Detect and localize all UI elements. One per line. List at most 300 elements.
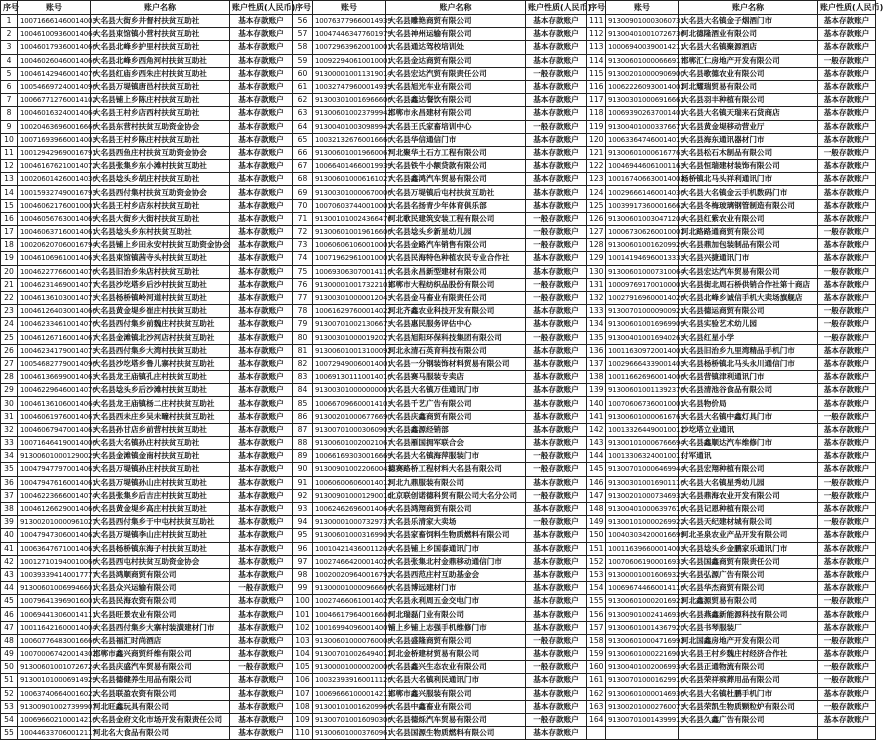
cell-no: 121 <box>587 146 606 159</box>
cell-name: 大名县北峰乡西角河村扶贫互助社 <box>91 54 230 67</box>
table-row <box>293 516 587 529</box>
cell-name: 大名县鸿顺商贸有限公司 <box>91 568 230 581</box>
cell-name: 大名县永昌新型建材有限公司 <box>386 265 526 278</box>
table-row <box>293 555 587 568</box>
cell-type: 基本存款账户 <box>526 265 587 278</box>
cell-name: 大名县埝头乡后沙滩村扶贫互助社 <box>91 384 230 397</box>
cell-no: 83 <box>293 371 313 384</box>
table-row <box>587 634 876 647</box>
cell-type: 基本存款账户 <box>818 437 876 450</box>
cell-account: 100460163240014064 <box>18 107 91 120</box>
cell-type: 基本存款账户 <box>526 80 587 93</box>
cell-account: 913006010001290029 <box>18 450 91 463</box>
table-row <box>587 542 876 555</box>
cell-no: 45 <box>1 595 18 608</box>
table-row <box>1 278 293 291</box>
cell-type: 基本存款账户 <box>526 15 587 28</box>
cell-account: 913000010000020006 <box>313 661 386 674</box>
table-row <box>1 450 293 463</box>
cell-account: 913006010010726724 <box>18 661 91 674</box>
cell-account: 913004010010726736 <box>606 28 679 41</box>
cell-no: 71 <box>293 212 313 225</box>
table-row <box>587 648 876 661</box>
cell-no: 56 <box>293 15 313 28</box>
table-row <box>293 252 587 265</box>
cell-name: 大名县大名镇孙庄村扶贫互助社 <box>91 437 230 450</box>
cell-type: 基本存款账户 <box>526 384 587 397</box>
table-row <box>293 173 587 186</box>
cell-name: 大名县万堤镇唐邑村扶贫互助社 <box>91 80 230 93</box>
cell-no: 125 <box>587 199 606 212</box>
cell-account: 100461267160014067 <box>18 331 91 344</box>
cell-account: 100719629610010001 <box>313 252 386 265</box>
cell-name: 大名县红庙乡西朱庄村扶贫互助社 <box>91 67 230 80</box>
cell-no: 23 <box>1 305 18 318</box>
cell-no: 148 <box>587 502 606 515</box>
cell-name: 邯郸汇仁房地产开发有限公司 <box>679 54 818 67</box>
cell-account: 100461069610014063 <box>18 252 91 265</box>
cell-account: 913002010007346932 <box>606 489 679 502</box>
cell-account: 100460260460014066 <box>18 54 91 67</box>
cell-account: 100399173600016662 <box>606 199 679 212</box>
cell-account: 100462236660014074 <box>18 489 91 502</box>
cell-name: 大名县物价局 <box>679 397 818 410</box>
cell-no: 162 <box>587 687 606 700</box>
cell-type: 基本存款账户 <box>526 437 587 450</box>
table-row <box>293 410 587 423</box>
cell-type: 一般存款账户 <box>526 516 587 529</box>
cell-no: 63 <box>293 107 313 120</box>
cell-account: 913006010069946601 <box>18 582 91 595</box>
cell-type: 基本存款账户 <box>230 542 293 555</box>
cell-name: 大名县庆盛汽车贸易有限公司 <box>91 661 230 674</box>
cell-no: 2 <box>1 28 18 41</box>
cell-account: 100206014260014036 <box>18 173 91 186</box>
cell-type: 一般存款账户 <box>526 239 587 252</box>
table-row <box>1 265 293 278</box>
table-row <box>587 582 876 595</box>
cell-name: 大名县海东通讯器材门市 <box>679 133 818 146</box>
cell-name: 大名县永利周五金交电门市 <box>386 595 526 608</box>
table-row <box>587 621 876 634</box>
cell-account: 100104214360011204 <box>313 542 386 555</box>
cell-name: 邯郸市鑫兴商贸纤维有限公司 <box>91 648 230 661</box>
cell-no: 164 <box>587 713 606 726</box>
table-row <box>293 54 587 67</box>
cell-account: 100696602100014216 <box>18 713 91 726</box>
table-row <box>587 357 876 370</box>
cell-type: 一般存款账户 <box>818 700 876 713</box>
table-row <box>1 318 293 331</box>
cell-name: 大名县大名镇金云手机数码门市 <box>679 186 818 199</box>
cell-no: 147 <box>587 489 606 502</box>
cell-account: 100296661460014036 <box>606 186 679 199</box>
cell-no: 115 <box>587 67 606 80</box>
cell-account: 100067306260010001 <box>606 226 679 239</box>
cell-type: 基本存款账户 <box>230 107 293 120</box>
table-row <box>293 28 587 41</box>
cell-name: 大名县民海特色种植农民专业合作社 <box>386 252 526 265</box>
cell-no: 73 <box>293 239 313 252</box>
cell-name: 大名县束馆镇茜寺头村扶贫互助社 <box>91 252 230 265</box>
cell-type: 基本存款账户 <box>526 700 587 713</box>
cell-type: 基本存款账户 <box>230 608 293 621</box>
cell-name: 大名县铺上乡陈庄村扶贫互助社 <box>91 94 230 107</box>
cell-type: 基本存款账户 <box>230 226 293 239</box>
table-row <box>1 15 293 28</box>
cell-name: 大名县大名镇海萍服装门市 <box>386 450 526 463</box>
cell-name: 大名县张集乡东小滩村扶贫互助社 <box>91 160 230 173</box>
table-row <box>293 226 587 239</box>
cell-type: 基本存款账户 <box>230 595 293 608</box>
cell-account: 913000010017322103 <box>313 278 386 291</box>
cell-type: 基本存款账户 <box>818 582 876 595</box>
cell-type: 基本存款账户 <box>230 278 293 291</box>
table-row <box>1 700 293 713</box>
cell-account: 100116396600014003 <box>606 542 679 555</box>
cell-account: 100633647460014019 <box>606 133 679 146</box>
cell-no: 127 <box>587 226 606 239</box>
cell-type: 基本存款账户 <box>818 94 876 107</box>
cell-name: 大名县铺上乡国泰通讯门市 <box>386 542 526 555</box>
table-row <box>1 674 293 687</box>
cell-name: 大名县大街乡井督村扶贫互助社 <box>91 15 230 28</box>
cell-name: 河北圣泉农业产品开发有限公司 <box>679 529 818 542</box>
table-row <box>587 423 876 436</box>
cell-no: 94 <box>293 516 313 529</box>
cell-type: 基本存款账户 <box>818 107 876 120</box>
cell-account: 100622260930014001 <box>606 80 679 93</box>
cell-name: 大名县名扬青少年体育俱乐部 <box>386 199 526 212</box>
cell-account: 100479477970014063 <box>18 463 91 476</box>
cell-name: 大名县正通物流有限公司 <box>679 661 818 674</box>
cell-no: 130 <box>587 265 606 278</box>
cell-no: 61 <box>293 80 313 93</box>
cell-account: 100274664200014026 <box>313 555 386 568</box>
table-row <box>1 661 293 674</box>
cell-account: 100796413969016001 <box>18 595 91 608</box>
cell-name: 大名县杨桥镇东海子村扶贫互助社 <box>91 542 230 555</box>
cell-name: 大名县弘源广告有限公司 <box>679 568 818 581</box>
cell-no: 105 <box>293 661 313 674</box>
table-row <box>293 186 587 199</box>
cell-account: 100667096600014103 <box>313 397 386 410</box>
cell-account: 913001010016209966 <box>313 700 386 713</box>
table-row <box>587 15 876 28</box>
cell-type: 基本存款账户 <box>818 278 876 291</box>
cell-type: 一般存款账户 <box>526 634 587 647</box>
cell-type: 基本存款账户 <box>526 529 587 542</box>
cell-name: 大名县记恩种植有限公司 <box>679 502 818 515</box>
table-row <box>587 252 876 265</box>
cell-name: 大名县大名镇中鑫灯具门市 <box>679 410 818 423</box>
cell-account: 100469446061001163 <box>606 160 679 173</box>
cell-name: 杨桥镇北马头祥利通讯门市 <box>679 173 818 186</box>
cell-no: 134 <box>587 318 606 331</box>
cell-type: 一般存款账户 <box>526 450 587 463</box>
table-row <box>293 305 587 318</box>
table-row <box>1 568 293 581</box>
cell-type: 基本存款账户 <box>230 713 293 726</box>
cell-no: 114 <box>587 54 606 67</box>
cell-no: 59 <box>293 54 313 67</box>
cell-no: 6 <box>1 80 18 93</box>
cell-type: 基本存款账户 <box>818 160 876 173</box>
cell-type: 基本存款账户 <box>230 80 293 93</box>
cell-type: 基本存款账户 <box>230 344 293 357</box>
cell-name: 大名县雁国拥军联合会 <box>386 437 526 450</box>
cell-name: 大名县西屯村扶贫互助资金协会 <box>91 555 230 568</box>
cell-type: 基本存款账户 <box>526 727 587 740</box>
cell-type: 基本存款账户 <box>818 173 876 186</box>
cell-type: 基本存款账户 <box>230 687 293 700</box>
cell-type: 一般存款账户 <box>818 265 876 278</box>
table-row <box>1 94 293 107</box>
table-row <box>293 700 587 713</box>
table-row <box>587 318 876 331</box>
table-row <box>293 344 587 357</box>
cell-type: 基本存款账户 <box>230 674 293 687</box>
cell-no: 122 <box>587 160 606 173</box>
cell-account: 100403034200016699 <box>606 529 679 542</box>
cell-account: 913006010016209926 <box>606 239 679 252</box>
cell-account: 100127101940010066 <box>18 555 91 568</box>
cell-account: 100461676210014072 <box>18 160 91 173</box>
cell-name: 大名县金马畜业有限责任公司 <box>386 291 526 304</box>
cell-account: 913006010016969909 <box>606 318 679 331</box>
table-row <box>293 502 587 515</box>
table-row <box>1 595 293 608</box>
cell-name: 大名县万堤镇孙山庄村扶贫互助社 <box>91 476 230 489</box>
column-header-no: 序号 <box>1 1 18 15</box>
cell-type: 基本存款账户 <box>230 186 293 199</box>
cell-account: 913007010021306673 <box>313 318 386 331</box>
cell-type: 基本存款账户 <box>230 621 293 634</box>
cell-no: 40 <box>1 529 18 542</box>
cell-no: 75 <box>293 265 313 278</box>
table-row <box>587 80 876 93</box>
cell-type: 基本存款账户 <box>230 516 293 529</box>
cell-account: 913009010001290016 <box>313 489 386 502</box>
cell-account: 100607764830016666 <box>18 634 91 647</box>
cell-no: 27 <box>1 357 18 370</box>
cell-name: 河北耀瑞贸易有限公司 <box>679 80 818 93</box>
cell-name: 大名县黄金堤乡高庄村扶贫互助社 <box>91 502 230 515</box>
table-row <box>1 727 293 740</box>
cell-no: 67 <box>293 160 313 173</box>
table-row <box>1 212 293 225</box>
cell-name: 大名县沙圪塔乡后沙村扶贫互助社 <box>91 278 230 291</box>
table-row <box>587 450 876 463</box>
table-row <box>293 542 587 555</box>
table-row <box>587 700 876 713</box>
table-row <box>1 160 293 173</box>
cell-type: 基本存款账户 <box>526 542 587 555</box>
cell-type: 一般存款账户 <box>818 54 876 67</box>
cell-account: 913003010000000001 <box>313 384 386 397</box>
cell-name: 大名县中鑫畜业有限公司 <box>386 700 526 713</box>
cell-account: 100462334610014076 <box>18 318 91 331</box>
table-row <box>1 199 293 212</box>
cell-account: 100097691700100001 <box>606 278 679 291</box>
cell-account: 913003010000192027 <box>313 331 386 344</box>
table-row <box>1 107 293 120</box>
cell-name: 大名县张集北村金鼎移动通信门市 <box>386 555 526 568</box>
column-header-account: 账号 <box>313 1 386 15</box>
cell-name: 大名县通达驾校培训处 <box>386 41 526 54</box>
table-row <box>587 674 876 687</box>
cell-name: 大名县金达商贸有限公司 <box>386 54 526 67</box>
cell-no: 80 <box>293 331 313 344</box>
cell-no: 37 <box>1 489 18 502</box>
cell-account: 100696744660014116 <box>606 582 679 595</box>
cell-account: 100694413060014111 <box>18 608 91 621</box>
cell-account: 100691301110014016 <box>313 371 386 384</box>
cell-name: 大名县鑫兴生态农业有限公司 <box>386 661 526 674</box>
cell-name: 大名县旧治乡九里湾精品手机门市 <box>679 344 818 357</box>
table-row <box>1 489 293 502</box>
cell-account: 913002010002760073 <box>606 700 679 713</box>
cell-no: 91 <box>293 476 313 489</box>
table-row <box>293 397 587 410</box>
cell-name: 大名县金府文化市场开发有限责任公司 <box>91 713 230 726</box>
cell-no: 21 <box>1 278 18 291</box>
cell-type: 基本存款账户 <box>526 423 587 436</box>
table-row <box>293 463 587 476</box>
cell-no: 100 <box>293 595 313 608</box>
cell-no: 96 <box>293 542 313 555</box>
cell-account: 100204636960016666 <box>18 120 91 133</box>
account-table-part-2 <box>292 0 592 740</box>
table-row <box>587 94 876 107</box>
cell-account: 913002010000961027 <box>18 516 91 529</box>
cell-name: 大名县金路汽车销售有限公司 <box>386 239 526 252</box>
cell-name: 大名县民海农资有限公司 <box>91 595 230 608</box>
empty-cell <box>606 727 679 740</box>
cell-name: 大名县营镇津利通讯门市 <box>679 371 818 384</box>
cell-no: 16 <box>1 212 18 225</box>
cell-name: 大名县埝头乡东村扶贫互助社 <box>91 226 230 239</box>
cell-no: 152 <box>587 555 606 568</box>
cell-name: 大名县兴捷通讯门市 <box>679 252 818 265</box>
table-row <box>1 423 293 436</box>
cell-type: 基本存款账户 <box>818 542 876 555</box>
cell-name: 大名县北峰乡诚信手机大卖场旗舰店 <box>679 291 818 304</box>
cell-account: 913007010014399913 <box>606 713 679 726</box>
cell-no: 22 <box>1 291 18 304</box>
table-row <box>587 41 876 54</box>
cell-no: 158 <box>587 634 606 647</box>
table-row <box>1 173 293 186</box>
cell-no: 58 <box>293 41 313 54</box>
cell-account: 100296664339001403 <box>606 357 679 370</box>
cell-type: 基本存款账户 <box>526 186 587 199</box>
table-row <box>587 54 876 67</box>
cell-type: 基本存款账户 <box>818 555 876 568</box>
table-row <box>293 107 587 120</box>
cell-account: 100133063240010011 <box>606 450 679 463</box>
cell-no: 118 <box>587 107 606 120</box>
cell-name: 铺上乡铺上志强手机维修门市 <box>386 621 526 634</box>
table-row <box>587 305 876 318</box>
cell-no: 1 <box>1 15 18 28</box>
cell-no: 29 <box>1 384 18 397</box>
table-row <box>293 437 587 450</box>
cell-name: 河北九鼎服装有限公司 <box>386 476 526 489</box>
cell-type: 基本存款账户 <box>526 687 587 700</box>
table-row <box>293 476 587 489</box>
cell-type: 基本存款账户 <box>818 212 876 225</box>
cell-account: 913006010020021067 <box>313 437 386 450</box>
cell-name: 大名县大名镇杜鹏手机门市 <box>679 687 818 700</box>
cell-account: 913009010022060043 <box>313 463 386 476</box>
cell-account: 100763779660014939 <box>313 15 386 28</box>
cell-type: 基本存款账户 <box>818 397 876 410</box>
cell-no: 153 <box>587 568 606 581</box>
cell-type: 一般存款账户 <box>526 226 587 239</box>
cell-name: 大名县街北周石桥供销合作社第十商店 <box>679 278 818 291</box>
cell-account: 100716464190014006 <box>18 437 91 450</box>
cell-account: 100461264030014066 <box>18 305 91 318</box>
cell-type: 一般存款账户 <box>818 634 876 647</box>
table-row <box>1 542 293 555</box>
cell-name: 大名县赛马服装专卖店 <box>386 371 526 384</box>
cell-name: 大名县羽丰种植有限公司 <box>679 94 818 107</box>
cell-name: 大名县王村乡店东村扶贫互助社 <box>91 199 230 212</box>
cell-no: 52 <box>1 687 18 700</box>
cell-name: 大名县西付集乡于中屯村扶贫互助社 <box>91 516 230 529</box>
cell-no: 146 <box>587 476 606 489</box>
cell-type: 基本存款账户 <box>526 305 587 318</box>
cell-type: 一般存款账户 <box>818 146 876 159</box>
column-header-name: 账户名称 <box>679 1 818 15</box>
cell-account: 100461009360014064 <box>18 28 91 41</box>
cell-type: 一般存款账户 <box>818 318 876 331</box>
cell-name: 大名县孙甘店乡前营村扶贫互助社 <box>91 423 230 436</box>
cell-no: 86 <box>293 410 313 423</box>
cell-account: 913004010003376671 <box>606 120 679 133</box>
table-row <box>1 634 293 647</box>
cell-type: 基本存款账户 <box>818 423 876 436</box>
cell-account: 100279169600014026 <box>606 291 679 304</box>
table-row <box>293 529 587 542</box>
table-row <box>1 186 293 199</box>
cell-name: 大名县旧治乡朱店村扶贫互助社 <box>91 265 230 278</box>
cell-type: 一般存款账户 <box>526 489 587 502</box>
cell-type: 基本存款账户 <box>526 568 587 581</box>
cell-type: 基本存款账户 <box>230 94 293 107</box>
cell-account: 100729490060014001 <box>313 357 386 370</box>
cell-name: 河北国鑫房地产开发有限公司 <box>679 634 818 647</box>
empty-row <box>587 727 876 740</box>
cell-account: 100169940960014007 <box>313 621 386 634</box>
cell-account: 913004010020069934 <box>606 661 679 674</box>
cell-type: 基本存款账户 <box>818 529 876 542</box>
cell-no: 42 <box>1 555 18 568</box>
table-row <box>587 516 876 529</box>
cell-name: 大名县惠民服务评估中心 <box>386 318 526 331</box>
cell-no: 84 <box>293 384 313 397</box>
cell-name: 大名县宏翔种植有限公司 <box>679 463 818 476</box>
cell-type: 一般存款账户 <box>818 476 876 489</box>
cell-type: 基本存款账户 <box>230 437 293 450</box>
cell-type: 基本存款账户 <box>526 648 587 661</box>
table-row <box>1 502 293 515</box>
cell-no: 46 <box>1 608 18 621</box>
column-header-type: 账户性质(人民币) <box>526 1 587 15</box>
cell-type: 一般存款账户 <box>818 331 876 344</box>
cell-name: 大名县家畜饲料生物质燃料有限公司 <box>386 529 526 542</box>
